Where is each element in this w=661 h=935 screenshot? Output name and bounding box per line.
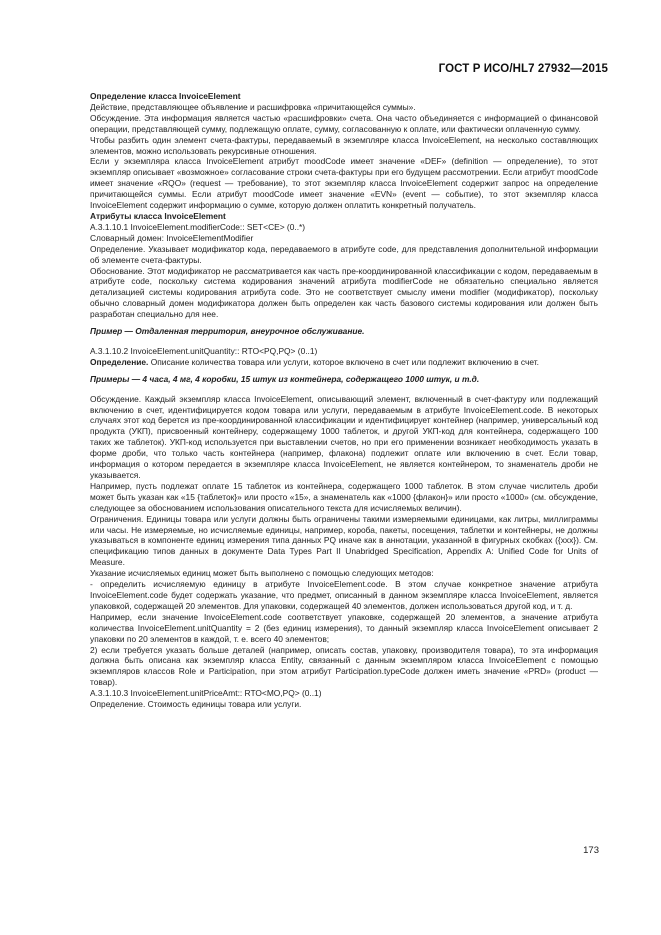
section-title: Определение класса InvoiceElement <box>90 91 241 101</box>
paragraph: Определение. Стоимость единицы товара или услуги. <box>90 699 302 710</box>
attribute-heading: А.3.1.10.1 InvoiceElement.modifierCode:: SET<CE> (0..*) <box>90 221 306 232</box>
example-note: Примеры — 4 часа, 4 мг, 4 коробки, 15 штук из контейнера, содержащего 1000 штук, и т.д. <box>90 373 480 384</box>
paragraph: Указание исчисляемых единиц может быть выполнено с помощью следующих методов: <box>90 568 434 579</box>
definition-text: Описание количества товара или услуги, которое включено в счет или подлежит включению в счет. <box>148 356 539 367</box>
paragraph: Обсуждение. Каждый экземпляр класса InvoiceElement, описывающий элемент, включенный в счет-фактуру или подлежащий включению в счет, идентифицируется кодом товара или услуги, передаваемым в атрибуте InvoiceElement.code. В некоторых случаях этот код берется из пре-координированной классификации и идентифицирует контейнер (например, универсальный код продукта (УКП), присвоенный контейнеру, содержащему 1000 таблеток, и другой УКП-код для контейнера, содержащего 100 таких же таблеток). УКП-код используется при выставлении счетов, но при его применении возникает необходимость указать в форме дроби, что только часть контейнера (например, флакона) подлежит оплате или включению в счет. Если товар, информация о котором передается в экземпляре класса InvoiceElement, не является контейнером, то знаменатель дроби не указывается. <box>90 393 598 480</box>
paragraph: Если у экземпляра класса InvoiceElement атрибут moodCode имеет значение «DEF» (definition — определение), то этот экземпляр описывает «возможное» согласование строки счета-фактуры при его будущем рассмотрении. Если атрибут moodCode имеет значение «RQO» (request — требование), то этот экземпляр класса InvoiceElement содержит запрос на определение причитающейся суммы. Если атрибут moodCode имеет значение «EVN» (event — событие), то этот экземпляр класса InvoiceElement содержит информацию о сумме, которую должен оплатить конкретный получатель. <box>90 156 598 211</box>
attribute-heading: А.3.1.10.3 InvoiceElement.unitPriceAmt:: RTO<MO,PQ> (0..1) <box>90 688 322 699</box>
definition-label: Определение. <box>90 356 149 367</box>
paragraph: Например, если значение InvoiceElement.code соответствует упаковке, содержащей 20 элементов, а значение атрибута количества InvoiceElement.unitQuantity = 2 (без единиц измерения), то данный экземпляр класса InvoiceElement описывает 2 упаковки по 20 элементов в каждой, т. е. всего 40 элементов; <box>90 611 598 644</box>
example-note: Пример — Отдаленная территория, внеурочное обслуживание. <box>90 326 365 337</box>
document-header: ГОСТ Р ИСО/HL7 27932—2015 <box>438 63 608 75</box>
attributes-title: Атрибуты класса InvoiceElement <box>90 210 226 221</box>
paragraph: Определение. Указывает модификатор кода, передаваемого в атрибуте code, для представления дополнительной информации об элементе счета-фактуры. <box>90 243 598 265</box>
paragraph: - определить исчисляемую единицу в атрибуте InvoiceElement.code. В этом случае конкретное значение атрибута InvoiceElement.code будет содержать указание, что предмет, описанный в данном экземпляре класса InvoiceElement, является упаковкой, содержащей 20 элементов. Для упаковки, содержащей 40 элементов, должен использоваться другой код, и т. д. <box>90 579 598 611</box>
paragraph: Ограничения. Единицы товара или услуги должны быть ограничены такими измеряемыми единицами, как литры, миллиграммы или часы. Не измеряемые, но исчисляемые единицы, например, короба, пакеты, посещения, таблетки и контейнеры, не должны указываться в компоненте единиц измерения типа данных PQ иначе как в аннотации, указанной в фигурных скобках ({ххх}). См. спецификацию типов данных в документе Data Types Part II Unabridged Specification, Appendix A: Unified Code for Units of Measure. <box>90 513 598 568</box>
document-body <box>90 91 598 710</box>
paragraph: Чтобы разбить один элемент счета-фактуры, передаваемый в экземпляре класса InvoiceElement, на несколько составляющих элементов, можно использовать рекурсивные отношения. <box>90 134 598 156</box>
page-number: 173 <box>583 845 599 856</box>
paragraph <box>90 357 598 368</box>
vocabulary-domain: Словарный домен: InvoiceElementModifier <box>90 232 254 243</box>
paragraph: Действие, представляющее объявление и расшифровка «причитающейся суммы». <box>90 101 416 112</box>
paragraph: 2) если требуется указать больше деталей (например, описать состав, упаковку, производителя товара), то эта информация должна быть описана как экземпляр класса Entity, связанный с данным экземпляром класса InvoiceElement с помощью экземпляров классов Role и Participation, при этом атрибут Participation.typeCode должен иметь значение «PRD» (product — товар). <box>90 644 598 688</box>
paragraph: Обоснование. Этот модификатор не рассматривается как часть пре-координированной классификации с кодом, передаваемым в атрибуте code, поскольку система кодирования значений атрибута modifierCode не обязательно специально является детализацией системы кодирования атрибута code. Это не соответствует смыслу имени modifier (модификатор), поскольку обычно словарный домен модификатора должен быть определен как часть базового системы кодирования или должен быть разработан специально для нее. <box>90 265 598 320</box>
paragraph: Обсуждение. Эта информация является частью «расшифровки» счета. Она часто объединяется с информацией о финансовой операции, представляющей сумму, подлежащую оплате, сумму, согласованную к оплате, или фактически оплаченную сумму. <box>90 112 598 134</box>
attribute-heading: А.3.1.10.2 InvoiceElement.unitQuantity:: RTO<PQ,PQ> (0..1) <box>90 345 318 356</box>
paragraph: Например, пусть подлежат оплате 15 таблеток из контейнера, содержащего 1000 таблеток. В этом случае числитель дроби может быть указан как «15 {таблеток}» или просто «15», а знаменатель как «1000 {флакон}» или просто «1000» (см. обсуждение, следующее за обоснованием использования описательного текста для исчисляемых величин). <box>90 480 598 513</box>
